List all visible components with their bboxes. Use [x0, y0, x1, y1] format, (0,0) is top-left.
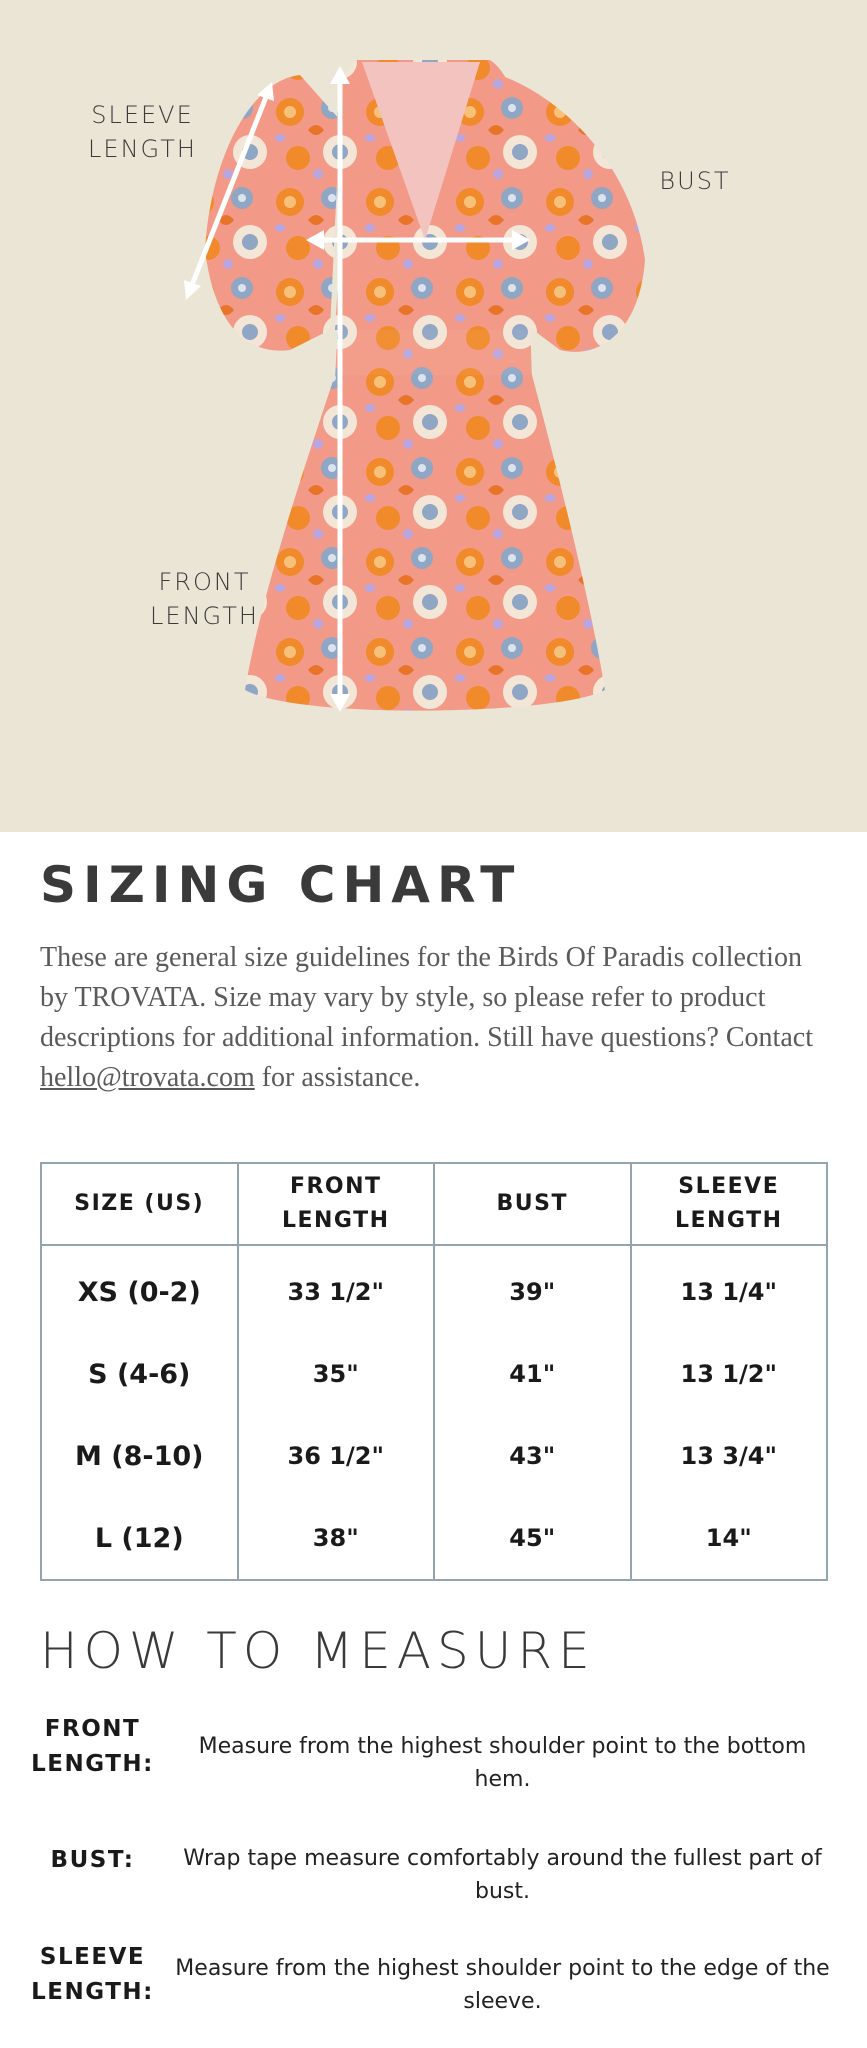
front-length-cell: 35" [238, 1333, 435, 1415]
bust-cell: 43" [434, 1415, 631, 1497]
sizing-chart-title: SIZING CHART [40, 856, 522, 914]
bust-cell: 41" [434, 1333, 631, 1415]
front-length-cell: 33 1/2" [238, 1245, 435, 1333]
header-sleeve-length: SLEEVE LENGTH [631, 1163, 828, 1245]
header-size: SIZE (US) [41, 1163, 238, 1245]
product-image [0, 0, 867, 832]
measure-term: BUST: [50, 1847, 135, 1873]
table-row [41, 1245, 827, 1333]
intro-text [40, 938, 830, 1098]
intro-ending: for assistance. [254, 1062, 421, 1093]
front-length-label: FRONT LENGTH [150, 568, 259, 630]
how-to-measure-title: HOW TO MEASURE [40, 1622, 596, 1680]
measure-description: Wrap tape measure comfortably around the fullest part of bust. [183, 1846, 822, 1904]
measure-description: Measure from the highest shoulder point to the bottom hem. [198, 1734, 807, 1792]
sleeve-length-cell: 14" [631, 1497, 828, 1580]
size-cell: M (8-10) [41, 1415, 238, 1497]
size-cell: L (12) [41, 1497, 238, 1580]
bust-cell: 39" [434, 1245, 631, 1333]
front-length-cell: 36 1/2" [238, 1415, 435, 1497]
size-cell: XS (0-2) [41, 1245, 238, 1333]
measure-term: FRONT LENGTH: [31, 1716, 154, 1777]
table-row [41, 1333, 827, 1415]
bust-cell: 45" [434, 1497, 631, 1580]
sleeve-length-cell: 13 1/2" [631, 1333, 828, 1415]
bust-label: BUST [659, 167, 731, 195]
header-front-length: FRONT LENGTH [238, 1163, 435, 1245]
sleeve-length-cell: 13 3/4" [631, 1415, 828, 1497]
table-row [41, 1497, 827, 1580]
header-bust: BUST [434, 1163, 631, 1245]
contact-email-link[interactable]: hello@trovata.com [40, 1062, 255, 1093]
size-table [40, 1162, 828, 1581]
intro-body: These are general size guidelines for the Birds Of Paradis collection by TROVATA. Size may vary by style, so please refer to product descriptions for additional information. Still have questions? Contact [40, 942, 813, 1053]
size-cell: S (4-6) [41, 1333, 238, 1415]
table-row [41, 1415, 827, 1497]
sleeve-length-cell: 13 1/4" [631, 1245, 828, 1333]
front-length-cell: 38" [238, 1497, 435, 1580]
table-header-row [41, 1163, 827, 1245]
measure-description: Measure from the highest shoulder point to the edge of the sleeve. [175, 1956, 830, 2014]
sleeve-length-label: SLEEVE LENGTH [88, 101, 197, 163]
measure-term: SLEEVE LENGTH: [31, 1944, 154, 2005]
